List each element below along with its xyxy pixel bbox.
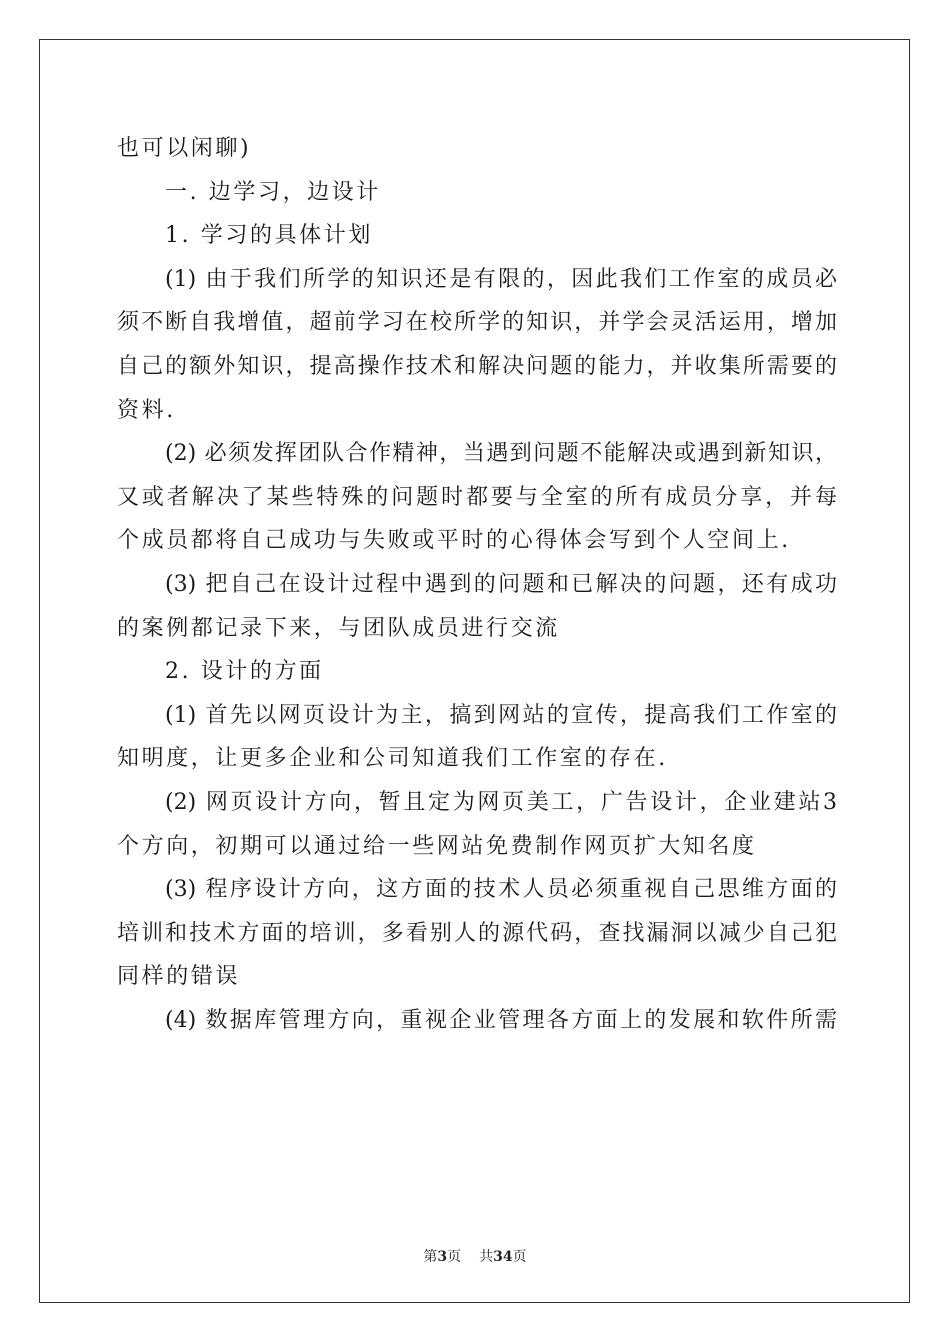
text-line: (2) 必须发挥团队合作精神，当遇到问题不能解决或遇到新知识， xyxy=(165,441,837,467)
text-line: (3) 把自己在设计过程中遇到的问题和已解决的问题，还有成功 xyxy=(165,571,837,597)
page-footer xyxy=(0,1247,950,1267)
text-line: 的案例都记录下来，与团队成员进行交流 xyxy=(117,615,560,641)
text-line: 2. 设计的方面 xyxy=(165,659,324,685)
total-suffix: 页 xyxy=(512,1249,527,1265)
current-page-number: 3 xyxy=(437,1249,448,1265)
text-line: 又或者解决了某些特殊的问题时都要与全室的所有成员分享，并每 xyxy=(117,484,837,510)
text-line: 也可以闲聊) xyxy=(117,136,252,161)
text-line: 1. 学习的具体计划 xyxy=(165,223,373,249)
text-line: 自己的额外知识，提高操作技术和解决问题的能力，并收集所需要的 xyxy=(117,353,837,379)
text-line: 一. 边学习，边设计 xyxy=(165,179,381,205)
total-prefix: 共 xyxy=(479,1249,494,1265)
text-line: 培训和技术方面的培训，多看别人的源代码，查找漏洞以减少自己犯 xyxy=(117,920,837,946)
text-line: 同样的错误 xyxy=(117,964,241,990)
text-line: (1) 首先以网页设计为主，搞到网站的宣传，提高我们工作室的 xyxy=(165,702,837,728)
text-line: 个方向，初期可以通过给一些网站免费制作网页扩大知名度 xyxy=(117,833,757,859)
text-line: 资料. xyxy=(117,397,176,423)
text-line: (4) 数据库管理方向，重视企业管理各方面上的发展和软件所需 xyxy=(165,1007,837,1033)
text-line: (2) 网页设计方向，暂且定为网页美工，广告设计，企业建站3 xyxy=(165,789,837,815)
text-line: 个成员都将自己成功与失败或平时的心得体会写到个人空间上. xyxy=(117,528,791,554)
total-page-number: 34 xyxy=(493,1249,513,1265)
text-line: 知明度，让更多企业和公司知道我们工作室的存在. xyxy=(117,746,668,772)
document-body xyxy=(117,127,837,1042)
text-line: (1) 由于我们所学的知识还是有限的，因此我们工作室的成员必 xyxy=(165,266,837,292)
text-line: (3) 程序设计方向，这方面的技术人员必须重视自己思维方面的 xyxy=(165,877,837,903)
text-line: 须不断自我增值，超前学习在校所学的知识，并学会灵活运用，增加 xyxy=(117,310,837,336)
page-suffix: 页 xyxy=(447,1249,462,1265)
page-prefix: 第 xyxy=(423,1249,438,1265)
